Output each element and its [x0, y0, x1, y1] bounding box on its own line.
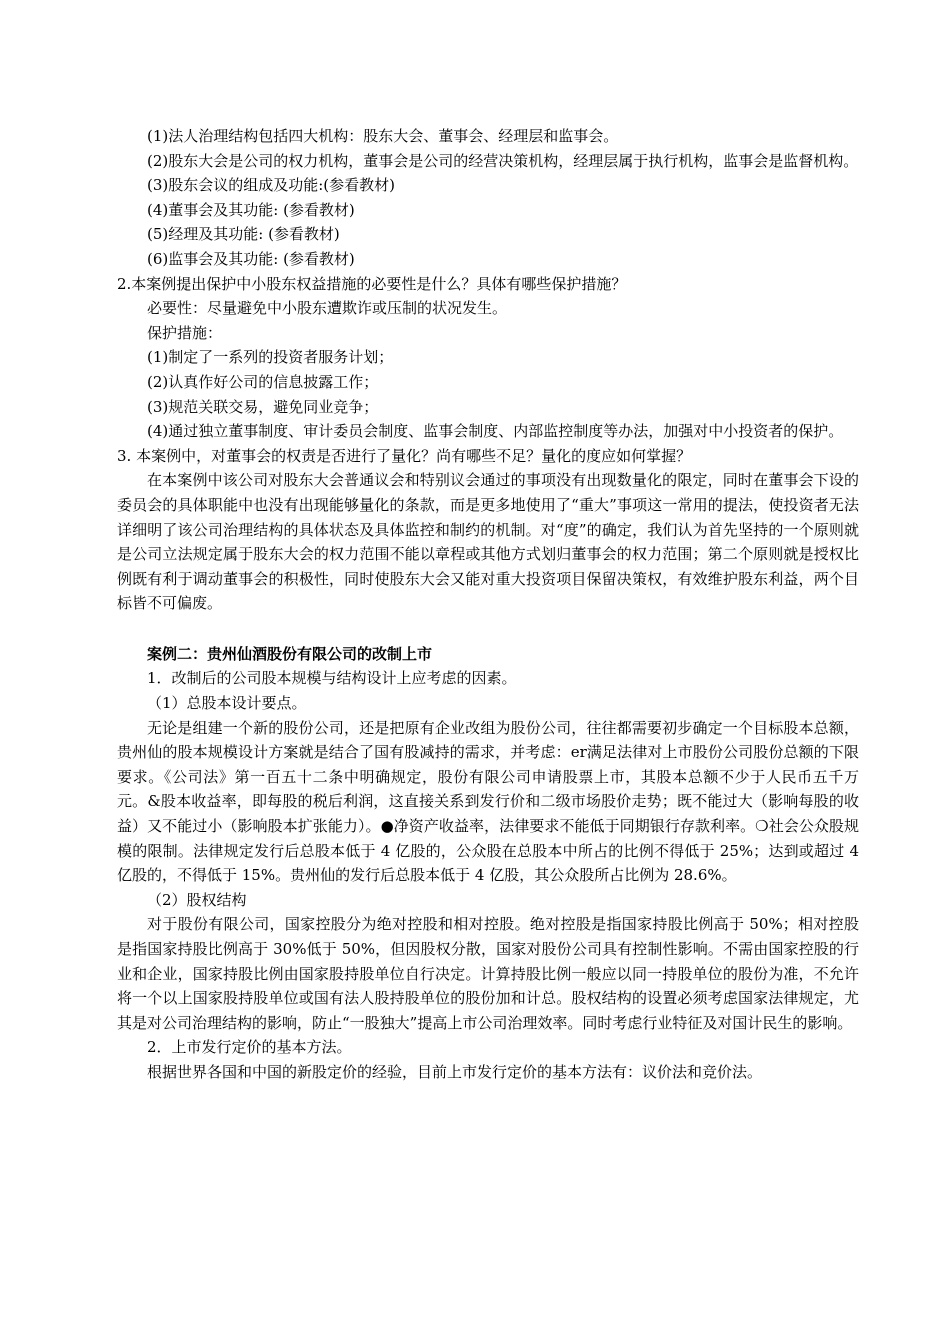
subheading-total-shares: （1）总股本设计要点。 — [147, 694, 307, 713]
governance-item-5: (5)经理及其功能: (参看教材) — [147, 225, 340, 244]
measure-item-4: (4)通过独立董事制度、审计委员会制度、监事会制度、内部监控制度等办法，加强对中小投资者的保护。 — [147, 422, 844, 441]
document-page — [117, 124, 859, 1085]
case-2-title: 案例二：贵州仙酒股份有限公司的改制上市 — [147, 644, 433, 663]
question-2: 2.本案例提出保护中小股东权益措施的必要性是什么？具体有哪些保护措施？ — [117, 274, 627, 293]
governance-item-4: (4)董事会及其功能: (参看教材) — [147, 200, 355, 219]
question-3: 3. 本案例中，对董事会的权责是否进行了量化？尚有哪些不足？量化的度应如何掌握？ — [117, 446, 692, 465]
measure-item-2: (2)认真作好公司的信息披露工作； — [147, 372, 379, 391]
governance-item-6: (6)监事会及其功能: (参看教材) — [147, 249, 355, 268]
governance-item-3: (3)股东会议的组成及功能:(参看教材) — [147, 176, 396, 195]
total-shares-text: 无论是组建一个新的股份公司，还是把原有企业改组为股份公司，往往都需要初步确定一个目标股本总额，贵州仙的股本规模设计方案就是结合了国有股减持的需求，并考虑：er满足法律对上市股份公司股份总额的下限要求。《公司法》第一百五十二条中明确规定，股份有限公司申请股票上市，其股本总额不少于人民币五千万元。&股本收益率，即每股的税后利润，这直接关系到发行价和二级市场股价走势；既不能过大（影响每股的收益）又不能过小（影响股本扩张能力）。●净资产收益率，法律要求不能低于同期银行存款利率。❍社会公众股规模的限制。法律规定发行后总股本低于 4 亿股的，公众股在总股本中所占的比例不得低于 25%；达到或超过 4 亿股的，不得低于 15%。贵州仙的发行后总股本低于 4 亿股，其公众股所占比例为 28.6%。 — [117, 718, 859, 885]
case-2-question-2: 2．上市发行定价的基本方法。 — [147, 1038, 352, 1057]
question-3-answer: 在本案例中该公司对股东大会普通议会和特别议会通过的事项没有出现数量化的限定，同时在董事会下设的委员会的具体职能中也没有出现能够量化的条款，而是更多地使用了“重大”事项这一常用的提法，使投资者无法详细明了该公司治理结构的具体状态及具体监控和制约的机制。对“度”的确定，我们认为首先坚持的一个原则就是公司立法规定属于股东大会的权力范围不能以章程或其他方式划归董事会的权力范围；第二个原则就是授权比例既有利于调动董事会的积极性，同时使股东大会又能对重大投资项目保留决策权，有效维护股东利益，两个目标皆不可偏废。 — [117, 471, 859, 613]
measure-item-1: (1)制定了一系列的投资者服务计划； — [147, 348, 394, 367]
equity-structure-text: 对于股份有限公司，国家控股分为绝对控股和相对控股。绝对控股是指国家持股比例高于 50%；相对控股是指国家持股比例高于 30%低于 50%，但因股权分散，国家对股份公司具有控制性影响。不需由国家控股的行业和企业，国家持股比例由国家股持股单位自行决定。计算持股比例一般应以同一持股单位的股份为准，不允许将一个以上国家股持股单位或国有法人股持股单位的股份加和计总。股权结构的设置必须考虑国家法律规定，尤其是对公司治理结构的影响，防止“一股独大”提高上市公司治理效率。同时考虑行业特征及对国计民生的影响。 — [117, 915, 859, 1032]
pricing-methods-text: 根据世界各国和中国的新股定价的经验，目前上市发行定价的基本方法有：议价法和竞价法。 — [147, 1062, 763, 1081]
question-2-measures-label: 保护措施： — [147, 323, 223, 342]
measure-item-3: (3)规范关联交易，避免同业竞争； — [147, 397, 379, 416]
subheading-equity-structure: （2）股权结构 — [147, 890, 247, 909]
governance-item-2: (2)股东大会是公司的权力机构，董事会是公司的经营决策机构，经理层属于执行机构，监事会是监督机构。 — [147, 151, 859, 170]
governance-item-1: (1)法人治理结构包括四大机构：股东大会、董事会、经理层和监事会。 — [147, 127, 619, 145]
case-2-question-1: 1．改制后的公司股本规模与结构设计上应考虑的因素。 — [147, 669, 517, 688]
question-2-necessity: 必要性：尽量避免中小股东遭欺诈或压制的状况发生。 — [147, 299, 508, 318]
